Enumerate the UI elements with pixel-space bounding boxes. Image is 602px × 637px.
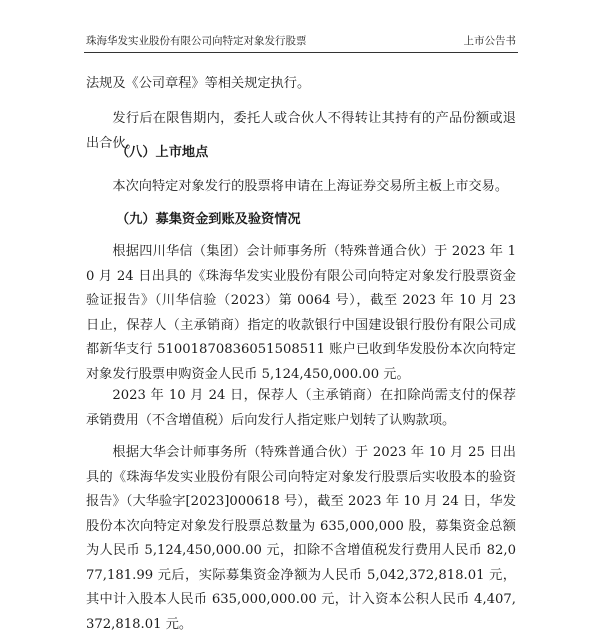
paragraph-funds-transfer: 2023 年 10 月 24 日，保荐人（主承销商）在扣除尚需支付的保荐承销费用（不含增值税）后向发行人指定账户划转了认购款项。 xyxy=(86,388,516,428)
section-heading-listing-venue: （八）上市地点 xyxy=(116,145,209,160)
section-heading-capital-verification: （九）募集资金到账及验资情况 xyxy=(116,212,301,227)
header-document-title: 珠海华发实业股份有限公司向特定对象发行股票 xyxy=(86,35,307,47)
page-header xyxy=(84,30,518,53)
paragraph-regulations: 法规及《公司章程》等相关规定执行。 xyxy=(86,76,311,91)
paragraph-listing-venue: 本次向特定对象发行的股票将申请在上海证券交易所主板上市交易。 xyxy=(112,179,509,194)
header-document-type: 上市公告书 xyxy=(463,35,516,47)
paragraph-capital-verification-report: 根据大华会计师事务所（特殊普通合伙）于 2023 年 10 月 25 日出具的《珠海华发实业股份有限公司向特定对象发行股票后实收股本的验资报告》（大华验字[2023]000618 号），截至 2023 年 10 月 24 日，华发股份本次向特定对象发行股票总数量为 635,000,000 股，募集资金总额为人民币 5,124,450,000.00 元，扣除不含增值税发行费用人民币 82,077,181.99 元后，实际募集资金净额为人民币 5,042,372,818.01 元，其中计入股本人民币 635,000,000.00 元，计入资本公积人民币 4,407,372,818.01 元。 xyxy=(86,445,516,632)
paragraph-lockup: 发行后在限售期内，委托人或合伙人不得转让其持有的产品份额或退出合伙。 xyxy=(86,111,516,151)
paragraph-funds-received: 根据四川华信（集团）会计师事务所（特殊普通合伙）于 2023 年 10 月 24 日出具的《珠海华发实业股份有限公司向特定对象发行股票资金验证报告》（川华信验（2023）第 0064 号），截至 2023 年 10 月 23 日止，保荐人（主承销商）指定的收款银行中国建设银行股份有限公司成都新华支行 51001870836051508511 账户已收到华发股份本次向特定对象发行股票申购资金人民币 5,124,450,000.00 元。 xyxy=(86,244,516,382)
